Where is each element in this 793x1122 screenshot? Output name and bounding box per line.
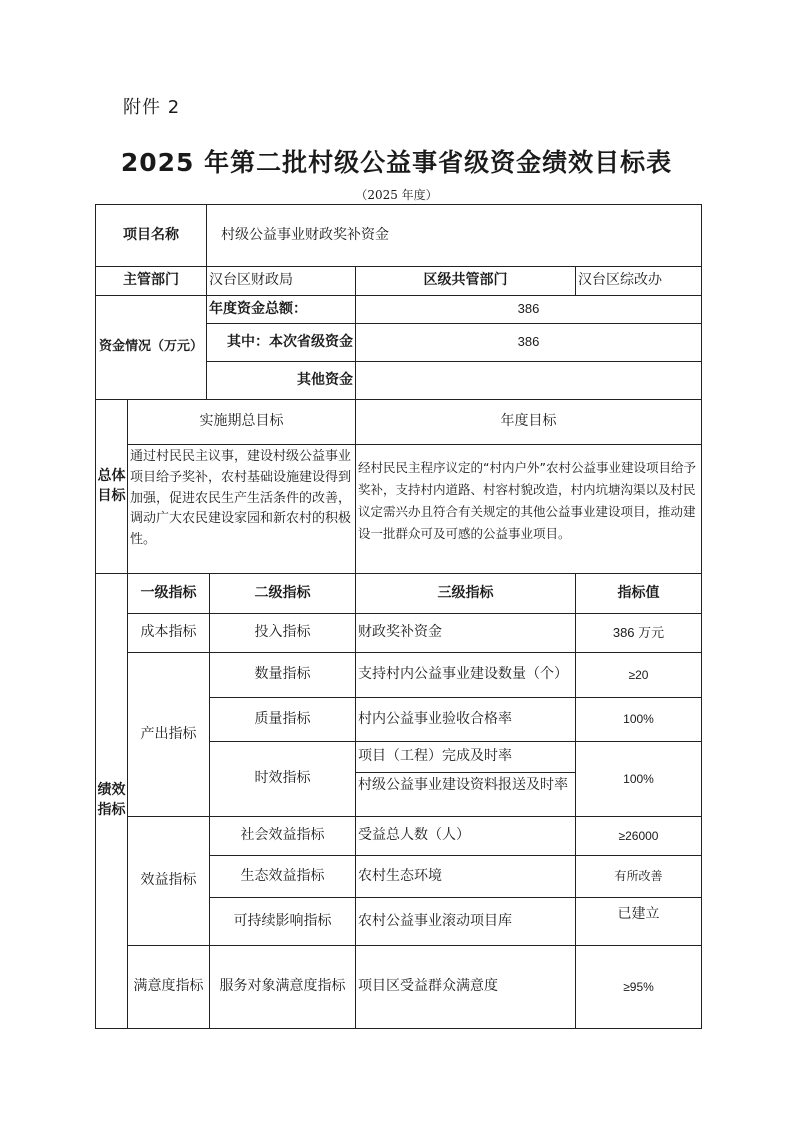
- project-name-label: 项目名称: [95, 204, 207, 267]
- value-cell: ≥95%: [575, 945, 702, 1029]
- level3-cell: 农村公益事业滚动项目库: [355, 897, 576, 946]
- level2-cell: 生态效益指标: [209, 855, 356, 898]
- funds-provincial-label: 其中：本次省级资金: [206, 323, 356, 362]
- funds-label: 资金情况（万元）: [95, 295, 207, 400]
- level3-cell: 支持村内公益事业建设数量（个）: [355, 652, 576, 698]
- level3-cell: 村内公益事业验收合格率: [355, 697, 576, 742]
- header-level3: 三级指标: [355, 573, 576, 614]
- dept-label: 主管部门: [95, 266, 207, 296]
- attachment-label: 附件 2: [123, 97, 181, 118]
- value-cell: 有所改善: [575, 855, 702, 898]
- level2-cell: 可持续影响指标: [209, 897, 356, 946]
- goals-period-text-content: 通过村民民主议事，建设村级公益事业项目给予奖补，农村基础设施建设得到加强，促进农民生产生活条件的改善，调动广大农民建设家园和新农村的积极性。: [130, 449, 352, 548]
- goals-label: 总体 目标: [95, 399, 128, 574]
- goals-annual-text: [355, 444, 702, 574]
- level2-cell: 服务对象满意度指标: [209, 945, 356, 1029]
- value-cell: ≥20: [575, 652, 702, 698]
- level3-cell: 财政奖补资金: [355, 613, 576, 653]
- level2-cell: 数量指标: [209, 652, 356, 698]
- goals-annual-text-content: 经村民民主程序议定的“村内户外”农村公益事业建设项目给予奖补，支持村内道路、村容村貌改造，村内坑塘沟渠以及村民议定需兴办且符合有关规定的其他公益事业建设项目，推动建设一批群众可及可感的公益事业项目。: [358, 460, 696, 541]
- level3-cell: [355, 772, 576, 817]
- project-name-value: 村级公益事业财政奖补资金: [206, 204, 702, 267]
- value-cell: 100%: [575, 741, 702, 817]
- level1-satisfaction: 满意度指标: [127, 945, 210, 1029]
- dept-value: 汉台区财政局: [206, 266, 356, 296]
- funds-other-value: [355, 361, 702, 400]
- funds-other-label: 其他资金: [206, 361, 356, 400]
- performance-label: 绩效 指标: [95, 573, 128, 1029]
- header-level1: 一级指标: [127, 573, 210, 614]
- value-cell: 已建立: [575, 897, 702, 946]
- co-dept-value: 汉台区综改办: [575, 266, 702, 296]
- header-value: 指标值: [575, 573, 702, 614]
- level1-cost: 成本指标: [127, 613, 210, 653]
- level3-cell-text: 村级公益事业建设资料报送及时率: [358, 777, 568, 793]
- goals-annual-header: 年度目标: [355, 399, 702, 445]
- level3-cell: 受益总人数（人）: [355, 816, 576, 856]
- page-subtitle: （2025 年度）: [355, 188, 438, 202]
- level3-cell: 项目区受益群众满意度: [355, 945, 576, 1029]
- funds-total-label: 年度资金总额：: [206, 295, 356, 324]
- level2-cell: 时效指标: [209, 741, 356, 817]
- level1-benefit: 效益指标: [127, 816, 210, 946]
- page-title: 2025 年第二批村级公益事省级资金绩效目标表: [120, 148, 673, 177]
- co-dept-label: 区级共管部门: [355, 266, 576, 296]
- level2-cell: 社会效益指标: [209, 816, 356, 856]
- header-level2: 二级指标: [209, 573, 356, 614]
- goals-period-text: [127, 444, 356, 574]
- level2-cell: 质量指标: [209, 697, 356, 742]
- level1-output: 产出指标: [127, 652, 210, 817]
- level3-cell: 项目（工程）完成及时率: [355, 741, 576, 773]
- funds-total-value: 386: [355, 295, 702, 324]
- value-cell: 100%: [575, 697, 702, 742]
- value-cell: ≥26000: [575, 816, 702, 856]
- level2-cell: 投入指标: [209, 613, 356, 653]
- funds-provincial-value: 386: [355, 323, 702, 362]
- value-cell: 386 万元: [575, 613, 702, 653]
- goals-period-header: 实施期总目标: [127, 399, 356, 445]
- level3-cell: 农村生态环境: [355, 855, 576, 898]
